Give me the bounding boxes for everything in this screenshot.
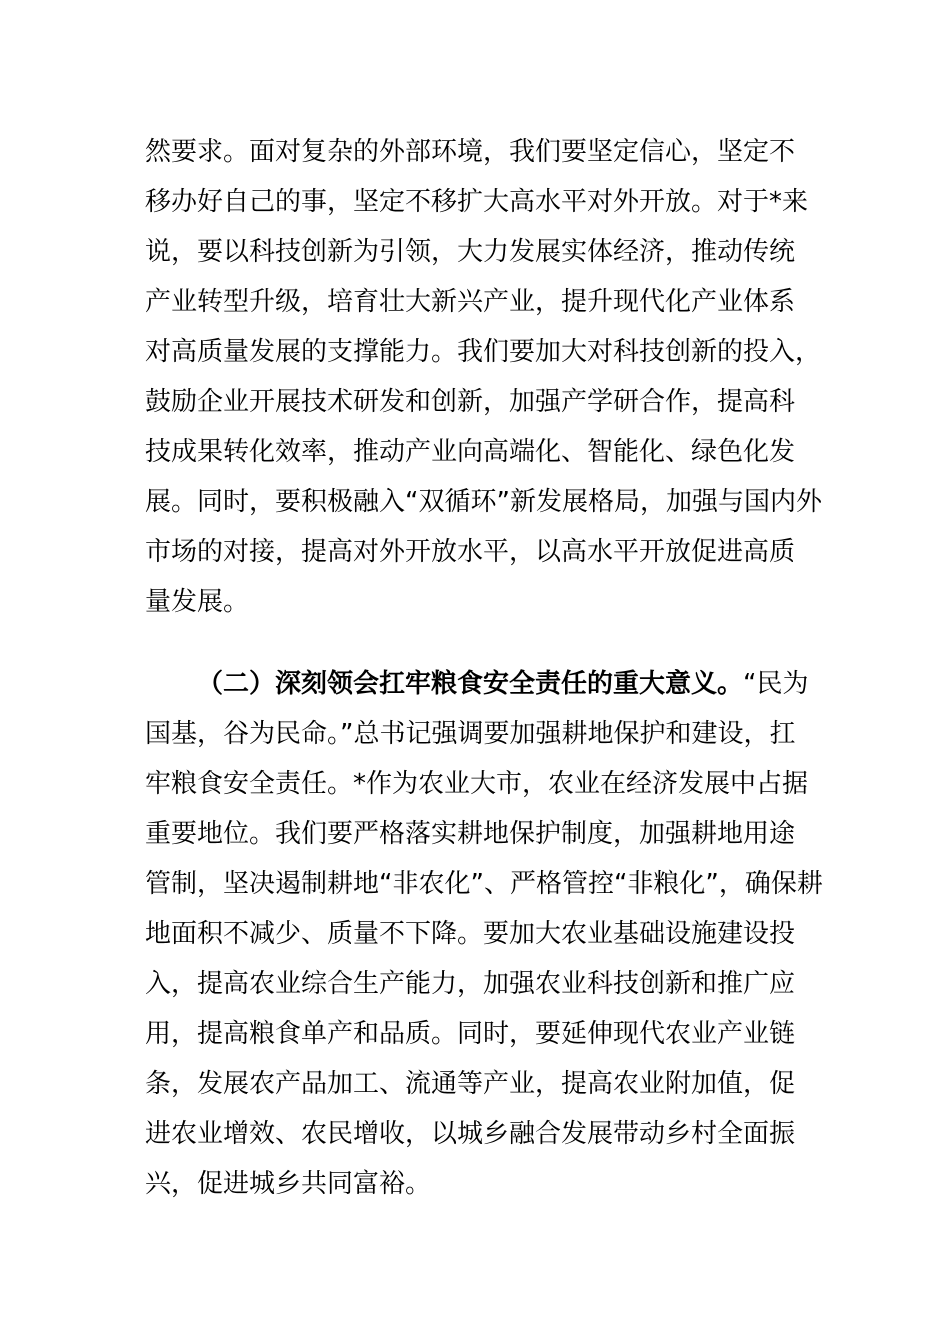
text-line: 说，要以科技创新为引领，大力发展实体经济，推动传统	[145, 237, 796, 267]
section-heading: （二）深刻领会扛牢粮食安全责任的重大意义。	[197, 669, 744, 699]
text-line: 入，提高农业综合生产能力，加强农业科技创新和推广应	[145, 969, 796, 999]
text-line: 地面积不减少、质量不下降。要加大农业基础设施建设投	[145, 919, 796, 949]
text-line: 鼓励企业开展技术研发和创新，加强产学研合作，提高科	[145, 387, 796, 417]
paragraph-1	[145, 127, 822, 627]
text-line: 国基，谷为民命。”总书记强调要加强耕地保护和建设，扛	[145, 719, 796, 749]
text-line: 然要求。面对复杂的外部环境，我们要坚定信心，坚定不	[145, 137, 796, 167]
text-line: 条，发展农产品加工、流通等产业，提高农业附加值，促	[145, 1069, 796, 1099]
text-line: 对高质量发展的支撑能力。我们要加大对科技创新的投入，	[145, 337, 822, 367]
text-line: 管制，坚决遏制耕地“非农化”、严格管控“非粮化”，确保耕	[145, 869, 823, 899]
paragraph-2	[145, 659, 823, 1209]
text-line: 量发展。	[145, 587, 250, 617]
text-line: 进农业增效、农民增收，以城乡融合发展带动乡村全面振	[145, 1119, 796, 1149]
text-line: 牢粮食安全责任。*作为农业大市，农业在经济发展中占据	[145, 769, 809, 799]
text-line: 产业转型升级，培育壮大新兴产业，提升现代化产业体系	[145, 287, 796, 317]
text-line: 展。同时，要积极融入“双循环”新发展格局，加强与国内外	[145, 487, 822, 517]
heading-line-text: “民为	[743, 669, 809, 699]
text-line: 兴，促进城乡共同富裕。	[145, 1169, 432, 1199]
text-line: 技成果转化效率，推动产业向高端化、智能化、绿色化发	[145, 437, 796, 467]
section-heading-line	[145, 659, 815, 709]
text-line: 重要地位。我们要严格落实耕地保护制度，加强耕地用途	[145, 819, 796, 849]
text-line: 移办好自己的事，坚定不移扩大高水平对外开放。对于*来	[145, 187, 809, 217]
text-line: 用，提高粮食单产和品质。同时，要延伸现代农业产业链	[145, 1019, 796, 1049]
text-line: 市场的对接，提高对外开放水平，以高水平开放促进高质	[145, 537, 796, 567]
